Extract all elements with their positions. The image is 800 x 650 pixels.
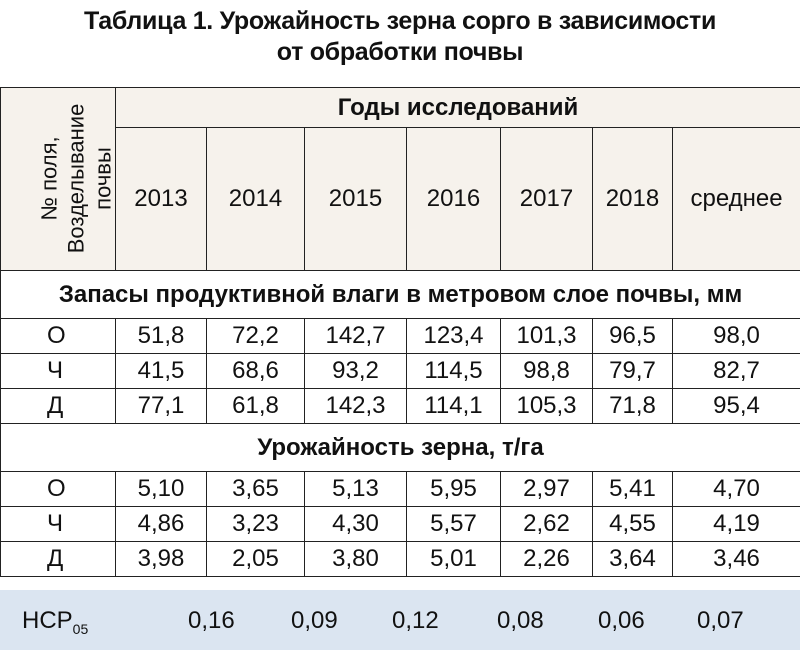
- table-cell: 82,7: [673, 354, 800, 389]
- section-title: Урожайность зерна, т/га: [1, 424, 800, 472]
- lsd-value: 0,09: [291, 607, 338, 634]
- table-cell: 105,3: [501, 389, 593, 424]
- table-cell: 5,01: [407, 542, 501, 577]
- row-label: Ч: [1, 507, 116, 542]
- lsd-footer-row: [0, 590, 800, 650]
- table-cell: 72,2: [207, 319, 305, 354]
- table-cell: 114,5: [407, 354, 501, 389]
- table-cell: 3,98: [116, 542, 207, 577]
- table-cell: 79,7: [593, 354, 673, 389]
- table-cell: 2,62: [501, 507, 593, 542]
- table-row: [1, 542, 800, 577]
- table-cell: 3,80: [305, 542, 407, 577]
- table-cell: 5,95: [407, 472, 501, 507]
- title-line-2: от обработки почвы: [276, 38, 524, 66]
- section-title: Запасы продуктивной влаги в метровом слое почвы, мм: [1, 271, 800, 319]
- row-label: О: [1, 472, 116, 507]
- lsd-value: 0,12: [392, 607, 439, 634]
- table-cell: 98,8: [501, 354, 593, 389]
- table-row: [1, 319, 800, 354]
- table-cell: 5,13: [305, 472, 407, 507]
- table-cell: 5,10: [116, 472, 207, 507]
- row-label: Д: [1, 542, 116, 577]
- col-header: 2014: [207, 128, 305, 271]
- table-cell: 93,2: [305, 354, 407, 389]
- table-cell: 2,05: [207, 542, 305, 577]
- table-cell: 4,70: [673, 472, 800, 507]
- table-cell: 68,6: [207, 354, 305, 389]
- table-row: [1, 507, 800, 542]
- table-cell: 142,3: [305, 389, 407, 424]
- table-cell: 2,97: [501, 472, 593, 507]
- lsd-value: 0,08: [497, 607, 544, 634]
- table-cell: 51,8: [116, 319, 207, 354]
- row-header-cell: [1, 88, 116, 271]
- table-cell: 101,3: [501, 319, 593, 354]
- table-cell: 3,64: [593, 542, 673, 577]
- table-cell: 77,1: [116, 389, 207, 424]
- table-cell: 3,65: [207, 472, 305, 507]
- table-cell: 41,5: [116, 354, 207, 389]
- table-cell: 4,86: [116, 507, 207, 542]
- col-header: 2015: [305, 128, 407, 271]
- table-cell: 4,30: [305, 507, 407, 542]
- row-label: О: [1, 319, 116, 354]
- table-cell: 4,55: [593, 507, 673, 542]
- table-cell: 3,23: [207, 507, 305, 542]
- lsd-value: 0,06: [598, 607, 645, 634]
- table-row: [1, 472, 800, 507]
- col-header: 2013: [116, 128, 207, 271]
- col-header: 2018: [593, 128, 673, 271]
- lsd-value: 0,16: [188, 607, 235, 634]
- col-header: среднее: [673, 128, 800, 271]
- lsd-value: 0,07: [697, 607, 744, 634]
- table-cell: 61,8: [207, 389, 305, 424]
- table-cell: 142,7: [305, 319, 407, 354]
- row-label: Ч: [1, 354, 116, 389]
- table-cell: 114,1: [407, 389, 501, 424]
- table-row: [1, 354, 800, 389]
- years-group-header: Годы исследований: [116, 88, 800, 128]
- table-cell: 5,57: [407, 507, 501, 542]
- table-cell: 5,41: [593, 472, 673, 507]
- table-row: [1, 389, 800, 424]
- table-cell: 3,46: [673, 542, 800, 577]
- table-cell: 2,26: [501, 542, 593, 577]
- lsd-label: $НСР_{05}$: [22, 607, 89, 637]
- row-header-label: № поля, Возделывание почвы: [36, 103, 116, 254]
- year-header-row: [1, 128, 800, 271]
- data-table: [0, 87, 800, 577]
- title-line-1: Таблица 1. Урожайность зерна сорго в зависимости: [83, 7, 717, 35]
- table-cell: 98,0: [673, 319, 800, 354]
- col-header: 2016: [407, 128, 501, 271]
- table-title: [0, 6, 800, 68]
- table-cell: 71,8: [593, 389, 673, 424]
- table-cell: 123,4: [407, 319, 501, 354]
- table-cell: 96,5: [593, 319, 673, 354]
- table-cell: 95,4: [673, 389, 800, 424]
- row-label: Д: [1, 389, 116, 424]
- col-header: 2017: [501, 128, 593, 271]
- table-cell: 4,19: [673, 507, 800, 542]
